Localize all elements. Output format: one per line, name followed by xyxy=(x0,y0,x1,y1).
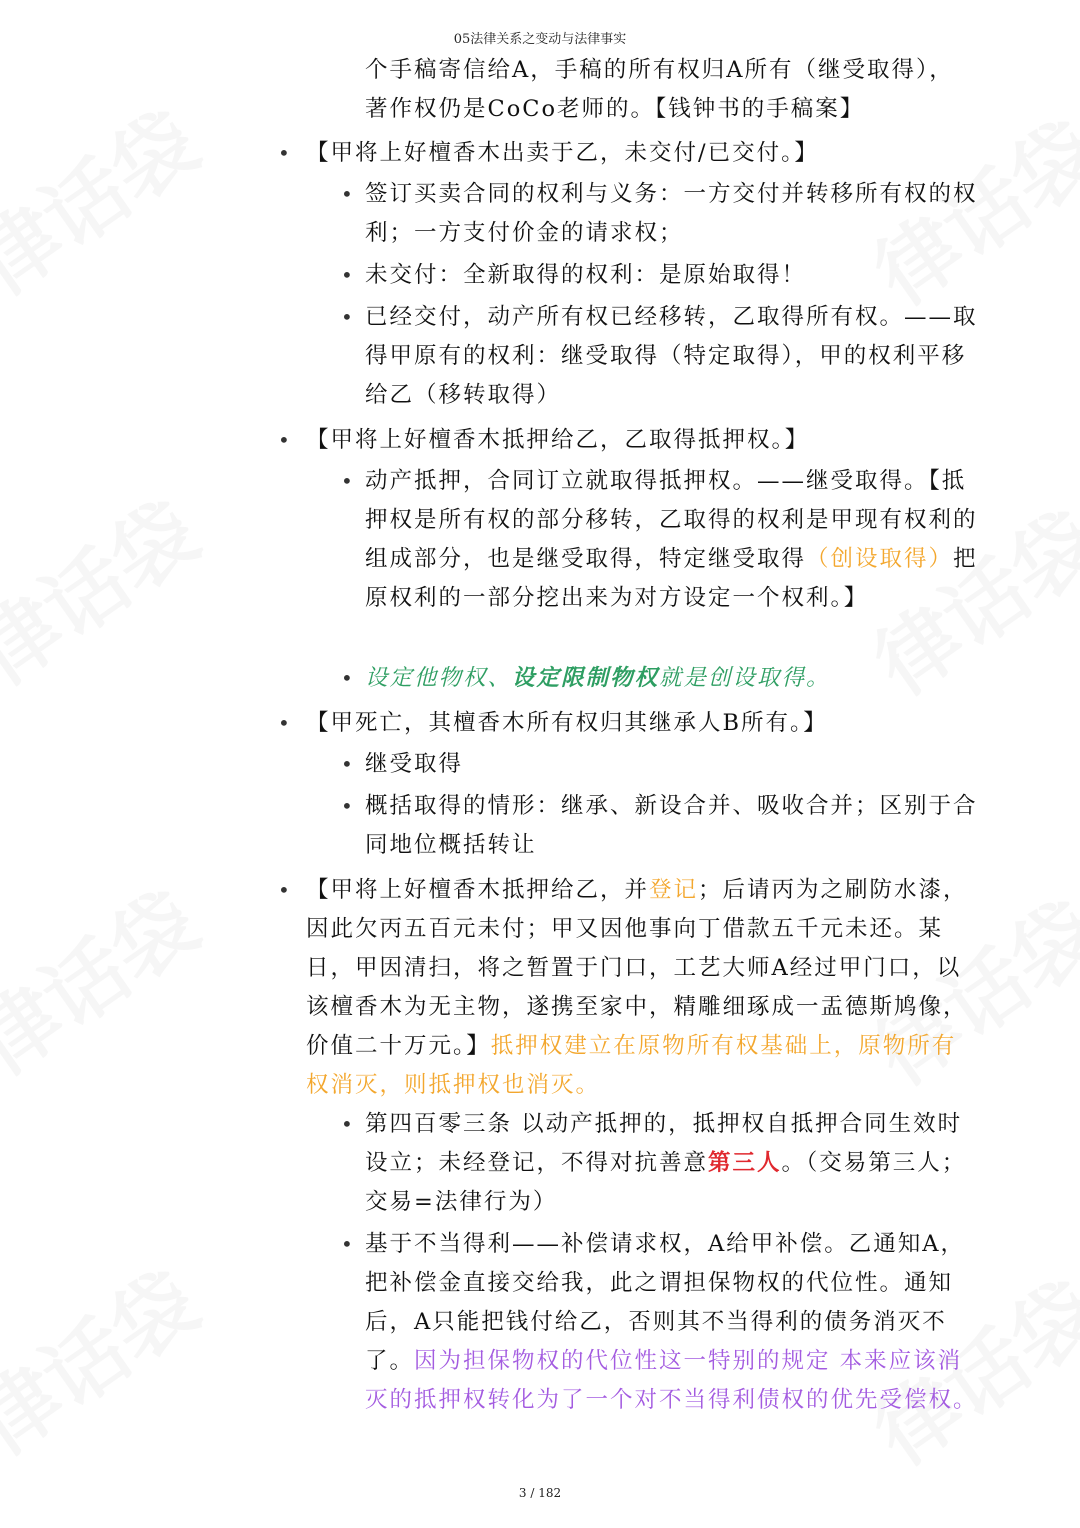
highlight-green: 设定他物权、 xyxy=(365,665,513,691)
sub-item xyxy=(365,1105,979,1222)
sub-item: • 签订买卖合同的权利与义务：一方交付并转移所有权的权利；一方支付价金的请求权； xyxy=(365,175,979,253)
highlight-red: 第三人 xyxy=(708,1150,782,1176)
highlight-orange: 登记 xyxy=(649,877,699,903)
sub-item: • 未交付：全新取得的权利：是原始取得！ xyxy=(365,256,979,295)
watermark xyxy=(0,80,217,317)
highlight-orange: 抵押权建立在原物所有权基础上，原物所有权消灭，则抵押权也消灭。 xyxy=(306,1033,957,1098)
sub-item xyxy=(365,659,979,698)
text: 【甲将上好檀香木抵押给乙，并 xyxy=(306,877,650,903)
section-title xyxy=(306,871,978,1105)
section-title: • 【甲死亡，其檀香木所有权归其继承人B所有。】 xyxy=(306,704,978,743)
highlight-green: 就是创设取得。 xyxy=(659,665,831,691)
text: 基于不当得利——补偿请求权，A给甲补偿。乙通知A，把补偿金直接交给我，此之谓担保物权的代位性。通知后，A只能把钱付给乙，否则其不当得利的债务消灭不了。 xyxy=(365,1231,965,1374)
watermark xyxy=(0,470,217,707)
highlight-orange: （创设取得） xyxy=(806,546,954,572)
highlight-purple: 因为担保物权的代位性这一特别的规定 本来应该消灭的抵押权转化为了一个对不当得利债权的优先受偿权。 xyxy=(365,1348,978,1413)
section-title: • 【甲将上好檀香木出卖于乙，未交付/已交付。】 xyxy=(306,134,978,173)
page-header: 05法律关系之变动与法律事实 xyxy=(453,32,627,47)
sub-item xyxy=(365,462,979,618)
sub-item: • 概括取得的情形：继承、新设合并、吸收合并；区别于合同地位概括转让 xyxy=(365,787,979,865)
sub-item: • 已经交付，动产所有权已经移转，乙取得所有权。——取得甲原有的权利：继受取得（特定取得），甲的权利平移给乙（移转取得） xyxy=(365,298,979,415)
text: 把原权利的一部分挖出来为对方设定一个权利。】 xyxy=(365,546,978,611)
text: ；后请丙为之刷防水漆，因此欠丙五百元未付；甲又因他事向丁借款五千元未还。某日，甲因清扫，将之暂置于门口，工艺大师A经过甲门口，以该檀香木为无主物，遂携至家中，精雕细琢成一盂德斯鸠像，价值二十万元。】 xyxy=(306,877,968,1059)
sub-item xyxy=(365,1225,979,1420)
watermark xyxy=(0,860,217,1097)
continued-paragraph: 个手稿寄信给A，手稿的所有权归A所有（继受取得），著作权仍是CoCo老师的。【钱钟书的手稿案】 xyxy=(365,57,954,122)
text: 。（交易第三人；交易=法律行为） xyxy=(365,1150,967,1215)
watermark xyxy=(0,1240,217,1477)
highlight-green-bold: 设定限制物权 xyxy=(512,665,660,691)
page-number: 3 / 182 xyxy=(518,1486,562,1500)
text: 第四百零三条 以动产抵押的，抵押权自抵押合同生效时设立；未经登记，不得对抗善意 xyxy=(365,1111,963,1176)
section-title: • 【甲将上好檀香木抵押给乙，乙取得抵押权。】 xyxy=(306,421,978,460)
sub-item: • 继受取得 xyxy=(365,745,979,784)
text: 动产抵押，合同订立就取得抵押权。——继受取得。【抵押权是所有权的部分移转，乙取得的权利是甲现有权利的组成部分，也是继受取得，特定继受取得 xyxy=(365,468,978,572)
